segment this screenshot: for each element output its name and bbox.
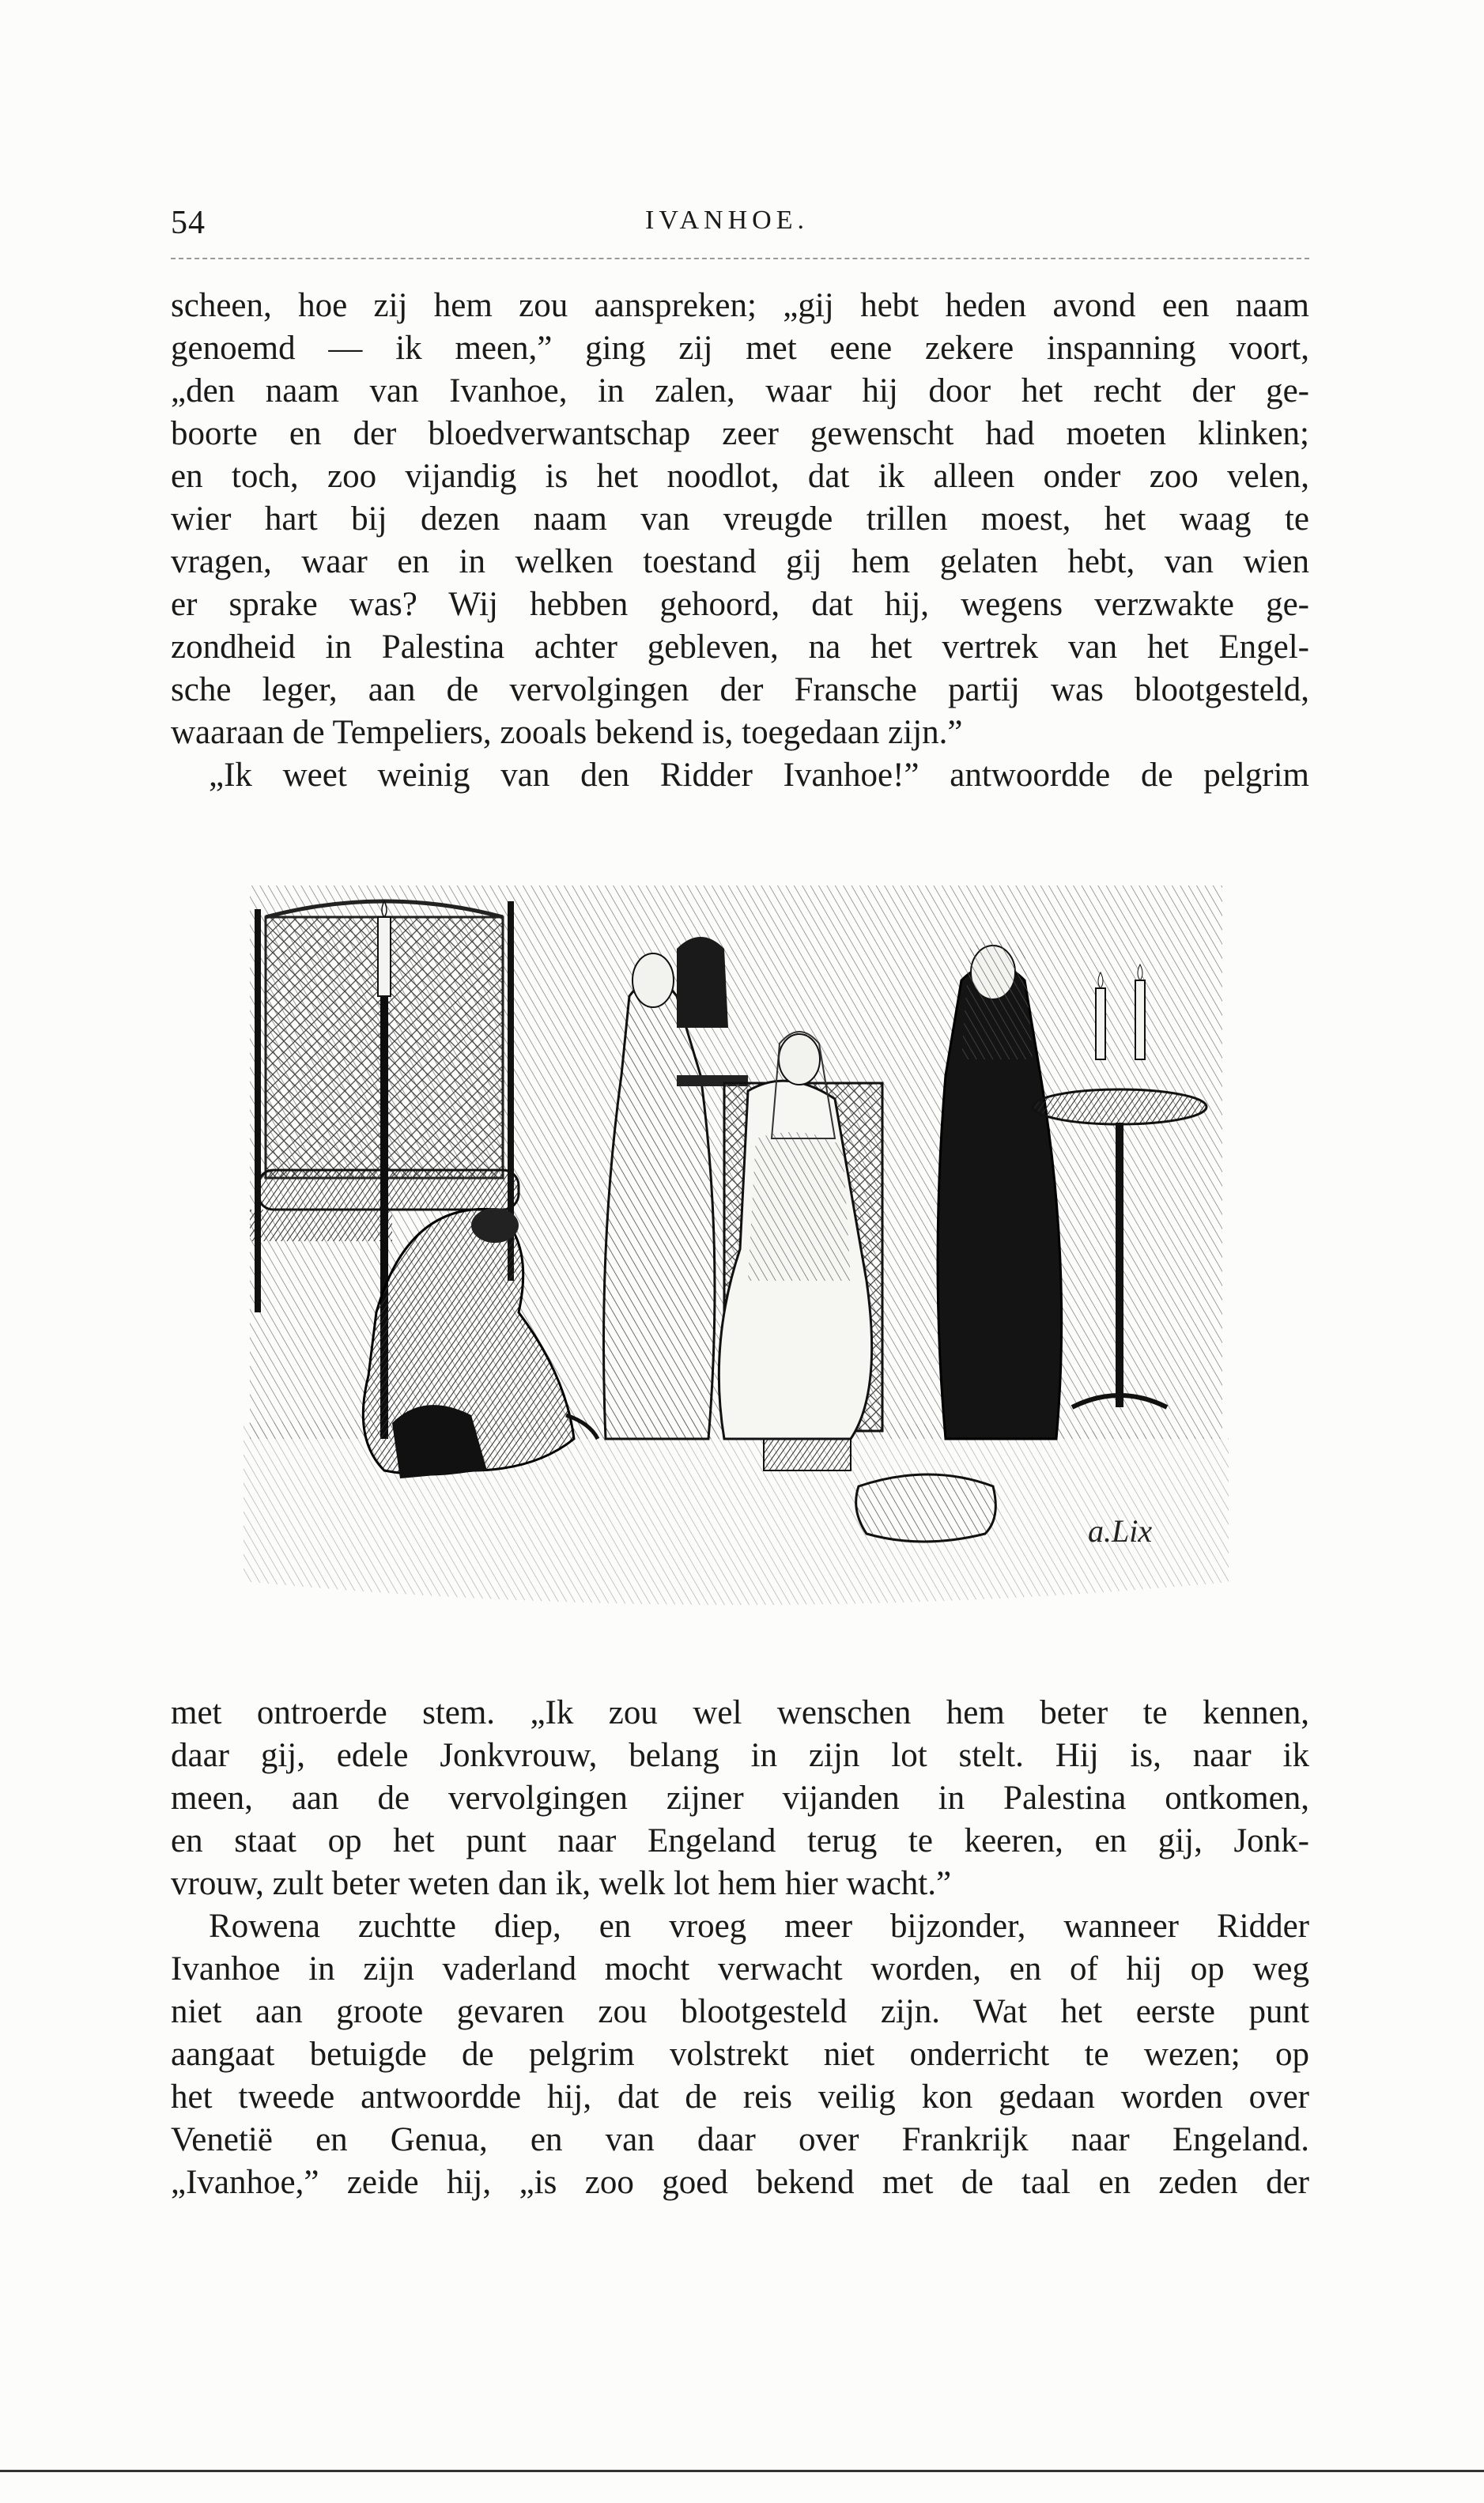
- text-line: Ivanhoe in zijn vaderland mocht verwacht worden, en of hij op weg: [171, 1950, 1309, 1988]
- text-line: genoemd — ik meen,” ging zij met eene zekere inspanning voort,: [171, 330, 1309, 367]
- text-line: wier hart bij dezen naam van vreugde trillen moest, het waag te: [171, 500, 1309, 538]
- text-line: vragen, waar en in welken toestand gij hem gelaten hebt, van wien: [171, 543, 1309, 580]
- page-header: [171, 204, 1309, 251]
- text-line: „Ivanhoe,” zeide hij, „is zoo goed bekend met de taal en zeden der: [171, 2164, 1309, 2201]
- text-line: er sprake was? Wij hebben gehoord, dat hij, wegens verzwakte ge-: [171, 586, 1309, 623]
- page-number: 54: [171, 205, 206, 241]
- text-line: het tweede antwoordde hij, dat de reis veilig kon gedaan worden over: [171, 2078, 1309, 2116]
- header-divider: [171, 258, 1309, 259]
- text-line: daar gij, edele Jonkvrouw, belang in zijn lot stelt. Hij is, naar ik: [171, 1737, 1309, 1774]
- text-line: zondheid in Palestina achter gebleven, na het vertrek van het Engel-: [171, 629, 1309, 666]
- text-line: scheen, hoe zij hem zou aanspreken; „gij hebt heden avond een naam: [171, 287, 1309, 324]
- page-bottom-edge: [0, 2470, 1484, 2472]
- floor-cushion: [856, 1474, 996, 1542]
- text-line: aangaat betuigde de pelgrim volstrekt niet onderricht te wezen; op: [171, 2036, 1309, 2073]
- text-line: „den naam van Ivanhoe, in zalen, waar hij door het recht der ge-: [171, 372, 1309, 410]
- text-line: waaraan de Tempeliers, zooals bekend is, toegedaan zijn.”: [171, 714, 963, 751]
- artist-signature: a.Lix: [1088, 1513, 1153, 1549]
- paragraph-after-illustration: [171, 1692, 1309, 2204]
- text-line: sche leger, aan de vervolgingen der Fransche partij was blootgesteld,: [171, 671, 1309, 708]
- paragraph-before-illustration: [171, 285, 1309, 797]
- attendant-behind: [677, 937, 728, 1028]
- text-line: en staat op het punt naar Engeland terug te keeren, en gij, Jonk-: [171, 1822, 1309, 1859]
- text-line: „Ik weet weinig van den Ridder Ivanhoe!” antwoordde de pelgrim: [209, 757, 1309, 794]
- text-line: vrouw, zult beter weten dan ik, welk lot hem hier wacht.”: [171, 1865, 952, 1902]
- seated-rowena-figure: [719, 1032, 882, 1470]
- running-title: IVANHOE.: [645, 206, 809, 235]
- text-line: en toch, zoo vijandig is het noodlot, dat ik alleen onder zoo velen,: [171, 458, 1309, 495]
- engraving-illustration: [234, 870, 1238, 1621]
- text-line: Venetië en Genua, en van daar over Frankrijk naar Engeland.: [171, 2121, 1309, 2158]
- text-line: niet aan groote gevaren zou blootgesteld zijn. Wat het eerste punt: [171, 1993, 1309, 2030]
- text-line: Rowena zuchtte diep, en vroeg meer bijzonder, wanneer Ridder: [209, 1908, 1309, 1945]
- text-line: met ontroerde stem. „Ik zou wel wenschen hem beter te kennen,: [171, 1694, 1309, 1731]
- text-line: boorte en der bloedverwantschap zeer gewenscht had moeten klinken;: [171, 415, 1309, 452]
- text-line: meen, aan de vervolgingen zijner vijanden in Palestina ontkomen,: [171, 1780, 1309, 1817]
